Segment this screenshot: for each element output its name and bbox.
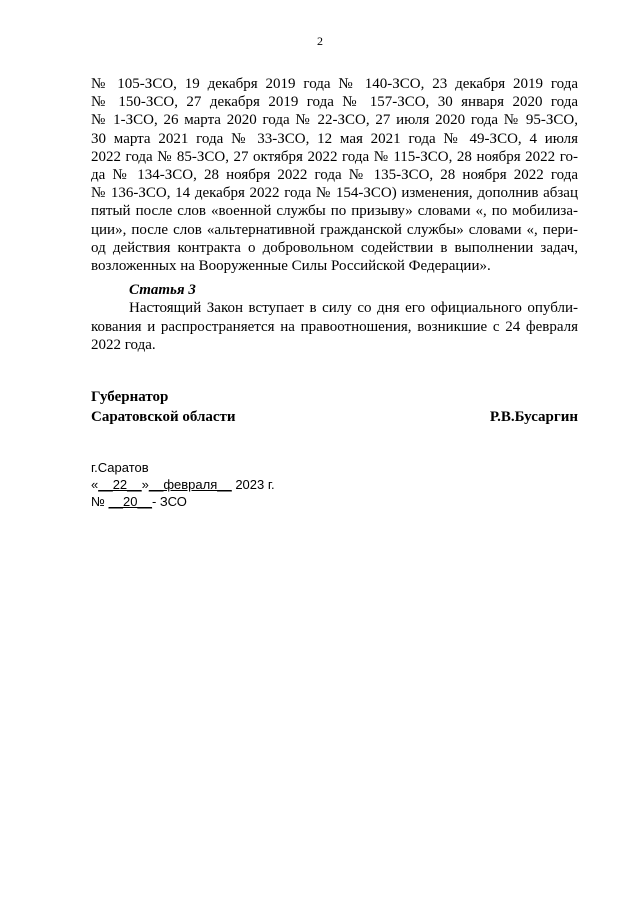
footer-city: г.Саратов [91, 460, 149, 475]
date-day: __22__ [98, 477, 142, 492]
date-open-quote: « [91, 477, 99, 492]
signatory-title-line1: Губернатор [91, 389, 169, 405]
footer-date [91, 476, 275, 493]
paragraph-line: № 105-ЗСО, 19 декабря 2019 года № 140-ЗСО, 23 декабря 2019 года [91, 76, 578, 92]
date-year: 2023 г. [231, 477, 275, 492]
paragraph-line: пятый после слов «военной службы по призыву» словами «, по мобилиза- [91, 203, 578, 220]
footer-law-number [91, 493, 275, 510]
article-line: кования и распространяется на правоотношения, возникшие с 24 февраля [91, 318, 578, 335]
paragraph-line: 30 марта 2021 года № 33-ЗСО, 12 мая 2021 года № 49-ЗСО, 4 июля [91, 130, 578, 147]
paragraph-line: од действия контракта о добровольном содействии в выполнении задач, [91, 239, 578, 256]
date-month: __февраля__ [148, 477, 232, 492]
article-line: 2022 года. [91, 337, 156, 353]
number-suffix: - ЗСО [151, 494, 187, 509]
paragraph-line: 2022 года № 85-ЗСО, 27 октября 2022 года № 115-ЗСО, 28 ноября 2022 го- [91, 148, 578, 165]
signature-block [91, 387, 578, 427]
paragraph-line: возложенных на Вооруженные Силы Российской Федерации». [91, 258, 491, 275]
paragraph-line: да № 134-ЗСО, 28 ноября 2022 года № 135-ЗСО, 28 ноября 2022 года [91, 167, 578, 184]
number-value: __20__ [108, 494, 152, 509]
date-close-quote: » [141, 477, 149, 492]
signatory-name: Р.В.Бусаргин [489, 409, 578, 425]
paragraph-line: № 136-ЗСО, 14 декабря 2022 года № 154-ЗСО) изменения, дополнив абзац [91, 185, 578, 202]
signatory-title-line2: Саратовской области [91, 409, 236, 425]
signature-row [91, 407, 578, 427]
number-prefix: № [91, 494, 109, 509]
paragraph-line: № 1-ЗСО, 26 марта 2020 года № 22-ЗСО, 27 июля 2020 года № 95-ЗСО, [91, 112, 578, 129]
page-number: 2 [317, 34, 323, 48]
footer-block [91, 459, 275, 510]
main-paragraph [91, 75, 578, 275]
article-text [91, 299, 578, 355]
paragraph-line: ции», после слов «альтернативной гражданской службы» словами «, пери- [91, 221, 578, 238]
article-line: Настоящий Закон вступает в силу со дня его официального опубли- [129, 300, 578, 316]
article-heading: Статья 3 [129, 282, 196, 298]
paragraph-line: № 150-ЗСО, 27 декабря 2019 года № 157-ЗСО, 30 января 2020 года [91, 94, 578, 111]
